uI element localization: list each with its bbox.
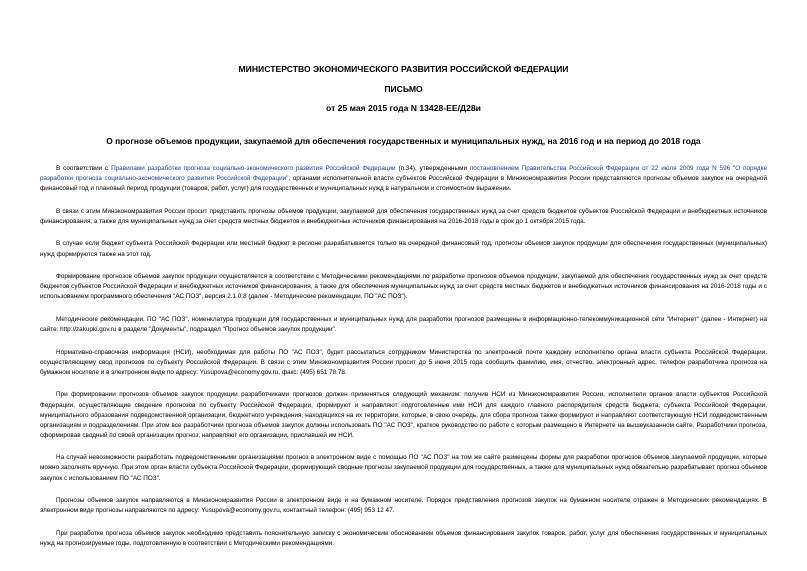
ministry-heading: МИНИСТЕРСТВО ЭКОНОМИЧЕСКОГО РАЗВИТИЯ РОССИЙСКОЙ ФЕДЕРАЦИИ: [238, 64, 569, 74]
paragraph-6: Нормативно-справочная информация (НСИ), необходимая для работы ПО "АС ПОЗ", будет рассылаться сотрудником Министерства по электронной почте каждому исполнителю органа власти субъекта Российской Федерации, осуществляющему свод прогнозов по субъекту Российской Федерации. В связи с этим Минэкономразвития России просит до 5 июня 2015 года сообщить фамилию, имя, отчество, электронный адрес, телефон разработчика прогноза на бумажном носителе и в электронном виде по адресу: Yusupova@economy.gov.ru, факс: (495) 651 78 78.: [40, 348, 767, 376]
paragraph-1: [40, 164, 767, 194]
paragraph-1-text-c: , органами исполнительной власти субъектов Российской Федерации в Минэкономразвития России представляются прогнозы объемов закупок на очередной финансовый год и плановый период продукции (товаров, работ, услуг) для государственных и муниципальных нужд в натуральном и стоимостном выражении.: [40, 175, 767, 193]
government-decree-link[interactable]: постановлением Правительства Российской Федерации от 22 июля 2009 года N 596 "О порядке разработки прогноза социально-экономического развития Российской Федерации": [40, 165, 767, 183]
paragraph-8: На случай невозможности разработать подведомственными организациями прогноз в электронном виде с помощью ПО "АС ПОЗ" на том же сайте размещены формы для разработки прогнозов объемов закупаемой продукции, которые можно заполнять вручную. При этом орган власти субъекта Российской Федерации, формирующий сводные прогнозы закупаемой продукции для государственных, а также для муниципальных нужд обязательно разрабатывает прогноз объемов закупок с использованием ПО "АС ПОЗ".: [40, 454, 767, 482]
rules-link[interactable]: Правилами разработки прогноза социально-экономического развития Российской Федерации: [111, 165, 396, 172]
paragraph-7: При формировании прогнозов объемов закупок продукции разработчиками прогнозов должен применяться следующий механизм: получив НСИ из Минэкономразвития России, исполнители органов власти субъектов Российской Федерации, осуществляющие сведение прогнозов по субъекту Российской Федерации, формируют и направляют подготовленные ими НСИ для каждого главного распорядителя средств бюджета, субъекта Российской Федерации, муниципального образования подведомственной организации, бюджетного учреждения, находящихся на их территории, которые, в свою очередь, для сбора прогноза также формируют и направляют соответствующую НСИ подведомственным организациям и подразделениям. При этом все разработчики прогноза объемов закупок должны использовать ПО "АС ПОЗ", краткое руководство по работе с которым размещено в Интернете на вышеуказанном сайте. Разработчики прогноза, сформировав сводный по своей организации прогноз, направляют его организации, приславшей им НСИ.: [40, 391, 767, 439]
paragraph-3: В случае если бюджет субъекта Российской Федерации или местный бюджет в регионе разрабатывается только на очередной финансовый год, прогнозы объемов закупок продукции для обеспечения государственных (муниципальных) нужд формируются также на этот год.: [40, 240, 767, 258]
paragraph-1-text-a: В соответствии с: [56, 165, 112, 172]
paragraph-2: В связи с этим Минэкономразвития России просит представить прогнозы объемов продукции, закупаемой для обеспечения государственных нужд за счет средств бюджетов субъектов Российской Федерации и внебюджетных источников финансирования, а также для муниципальных нужд за счет средств местных бюджетов и внебюджетных источников финансирования на 2016-2018 годы в срок до 1 октября 2015 года.: [40, 207, 767, 225]
paragraph-9: Прогнозы объемов закупок направляются в Минэкономразвития России в электронном виде и на бумажном носителе. Порядок представления прогнозов закупок на бумажном носителе отражен в Методических рекомендациях. В электронном виде прогнозы направляются по адресу: Yusupova@economy.gov.ru, контактный телефон: (495) 953 12 47.: [40, 497, 767, 515]
document-type-heading: ПИСЬМО: [384, 84, 423, 94]
paragraph-1-text-b: (п.34), утвержденными: [395, 165, 470, 172]
subject-heading: О прогнозе объемов продукции, закупаемой для обеспечения государственных и муниципальных нужд, на 2016 год и на период до 2018 года: [106, 136, 701, 146]
date-number-heading: от 25 мая 2015 года N 13428-ЕЕ/Д28и: [326, 103, 481, 113]
paragraph-5: Методические рекомендации, ПО "АС ПОЗ", номенклатура продукции для государственных и муниципальных нужд для разработки прогнозов размещены в информационно-телекоммуникационной сети "Интернет" (далее - Интернет) на сайте: http://zakupki.gov.ru в разделе "Документы", подраздел "Прогноз объемов закупок продукции".: [40, 315, 767, 334]
paragraph-10: При разработке прогноза объемов закупок необходимо представить пояснительную записку с экономическим обоснованием объемов финансирования закупок товаров, работ, услуг для обеспечения государственных и муниципальных нужд на прогнозируемые годы, подготовленную в соответствии с Методическими рекомендациями.: [40, 529, 767, 547]
letter-body: [40, 164, 767, 562]
paragraph-4: Формирование прогнозов объемов закупок продукции осуществляется в соответствии с Методическими рекомендациями по разработке прогнозов объемов продукции, закупаемой для обеспечения государственных нужд за счет средств бюджетов субъектов Российской Федерации и внебюджетных источников финансирования, а также для обеспечения муниципальных нужд за счет средств местных бюджетов и внебюджетных источников финансирования на 2016-2018 годы и с использованием программного обеспечения "АС ПОЗ", версия 2.1.0.8 (далее - Методические рекомендации, ПО "АС ПОЗ").: [40, 273, 767, 301]
